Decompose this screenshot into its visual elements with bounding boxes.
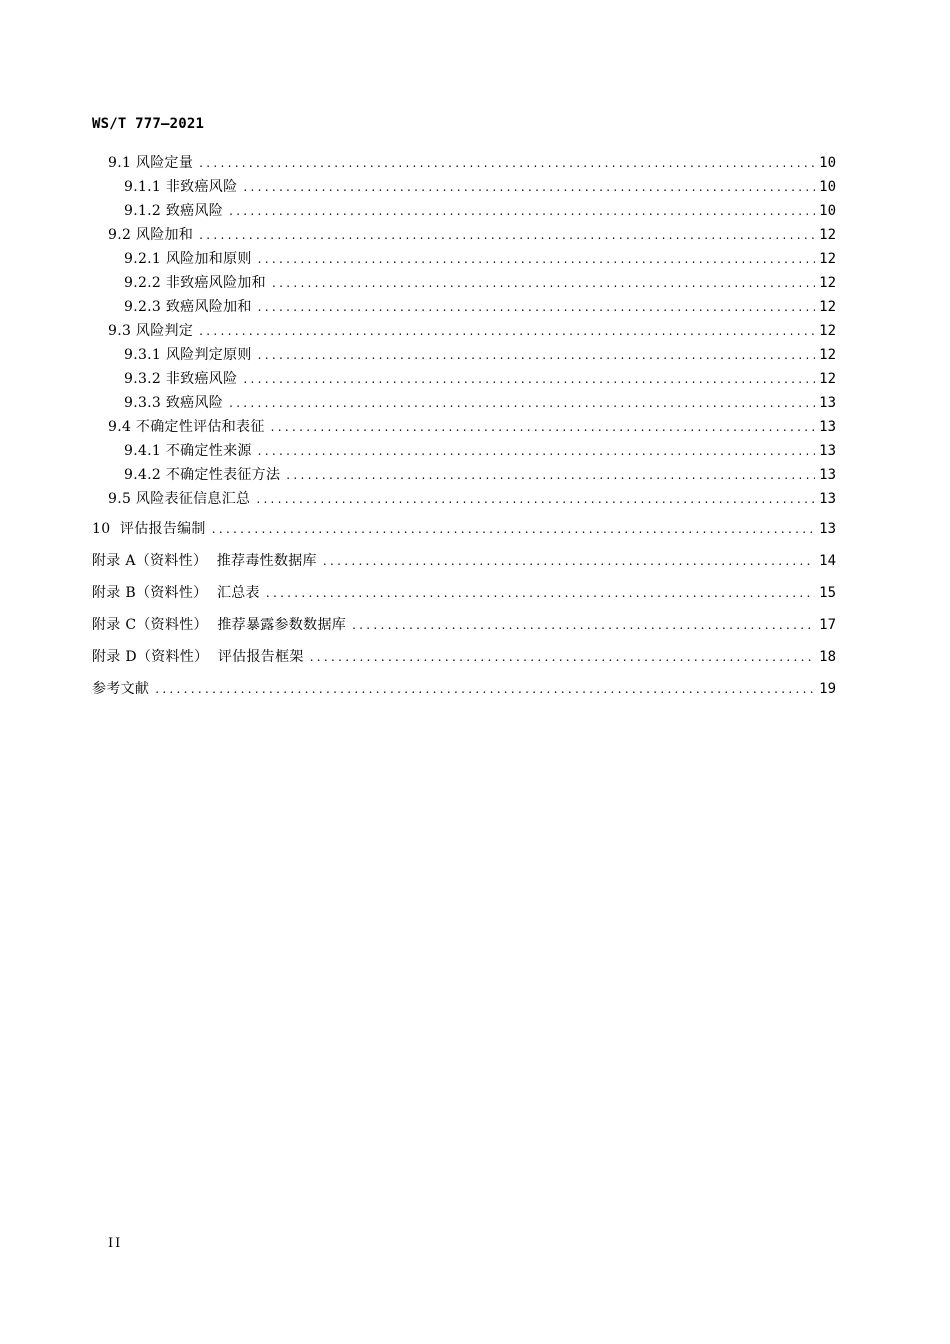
toc-entry[interactable] [108,150,836,172]
toc-entry-label: 9.5 风险表征信息汇总 [108,491,251,507]
toc-page-number: 15 [819,585,836,601]
toc-entry[interactable] [108,222,836,244]
toc-page-number: 12 [819,371,836,387]
toc-entry[interactable] [108,486,836,508]
toc-leader-dots [272,274,815,292]
toc-page-number: 13 [819,521,836,537]
toc-page-number: 10 [819,203,836,219]
toc-entry-label: 附录 B（资料性） 汇总表 [92,585,260,601]
toc-leader-dots [266,584,815,602]
toc-page-number: 19 [819,681,836,697]
toc-leader-dots [258,298,815,316]
toc-leader-dots [199,322,815,340]
toc-page-number: 12 [819,227,836,243]
toc-leader-dots [243,370,815,388]
toc-entry-label: 9.3.2 非致癌风险 [124,371,238,387]
toc-page-number: 13 [819,467,836,483]
toc-leader-dots [229,202,815,220]
toc-page-number: 13 [819,491,836,507]
toc-entry[interactable] [108,414,836,436]
toc-entry[interactable] [124,246,836,268]
toc-entry[interactable] [124,294,836,316]
toc-entry-label: 9.1.1 非致癌风险 [124,179,238,195]
toc-entry-label: 参考文献 [92,681,150,697]
toc-leader-dots [271,418,816,436]
toc-page-number: 14 [819,553,836,569]
toc-entry-label: 9.2 风险加和 [108,227,194,243]
toc-entry-label: 9.3.1 风险判定原则 [124,347,252,363]
toc-page-number: 12 [819,323,836,339]
toc-entry-label: 9.2.3 致癌风险加和 [124,299,252,315]
toc-page-number: 18 [819,649,836,665]
toc-entry[interactable] [124,390,836,412]
toc-entry[interactable] [92,580,836,602]
toc-leader-dots [286,466,815,484]
toc-entry[interactable] [124,438,836,460]
toc-entry-label: 9.1 风险定量 [108,155,194,171]
toc-leader-dots [352,616,815,634]
toc-leader-dots [258,250,815,268]
toc-entry-label: 9.1.2 致癌风险 [124,203,224,219]
toc-leader-dots [243,178,815,196]
toc-entry[interactable] [124,270,836,292]
toc-entry[interactable] [124,198,836,220]
toc-page-number: 13 [819,395,836,411]
toc-entry-label: 9.3.3 致癌风险 [124,395,224,411]
toc-page-number: 12 [819,251,836,267]
toc-page-number: 10 [819,155,836,171]
toc-entry[interactable] [124,462,836,484]
toc-leader-dots [229,394,815,412]
toc-entry-label: 附录 C（资料性） 推荐暴露参数数据库 [92,617,347,633]
toc-leader-dots [256,490,815,508]
toc-entry-label: 10 评估报告编制 [92,521,206,537]
toc-entry-label: 9.4.1 不确定性来源 [124,443,252,459]
toc-entry[interactable] [124,366,836,388]
toc-leader-dots [323,552,815,570]
toc-leader-dots [199,226,815,244]
toc-entry[interactable] [92,676,836,698]
toc-entry[interactable] [108,318,836,340]
toc-page-number: 13 [819,443,836,459]
toc-leader-dots [212,520,815,538]
toc-leader-dots [199,154,815,172]
toc-entry-label: 附录 D（资料性） 评估报告框架 [92,649,304,665]
toc-page-number: 13 [819,419,836,435]
toc-entry[interactable] [92,644,836,666]
toc-page-number: 12 [819,347,836,363]
toc-leader-dots [258,442,815,460]
toc-leader-dots [155,680,815,698]
toc-entry[interactable] [92,612,836,634]
toc-entry-label: 9.4 不确定性评估和表征 [108,419,265,435]
toc-leader-dots [310,648,815,666]
toc-leader-dots [258,346,815,364]
toc-entry[interactable] [92,516,836,538]
toc-entry-label: 9.3 风险判定 [108,323,194,339]
toc-page-number: 12 [819,275,836,291]
toc-entry[interactable] [92,548,836,570]
toc-entry-label: 9.2.2 非致癌风险加和 [124,275,266,291]
toc-page-number: 12 [819,299,836,315]
page-number: II [108,1236,123,1251]
document-code: WS/T 777—2021 [92,116,205,132]
toc-page-number: 17 [819,617,836,633]
toc-entry-label: 9.4.2 不确定性表征方法 [124,467,281,483]
toc-entry-label: 附录 A（资料性） 推荐毒性数据库 [92,553,317,569]
toc-page-number: 10 [819,179,836,195]
toc-entry[interactable] [124,342,836,364]
toc-entry[interactable] [124,174,836,196]
toc-entry-label: 9.2.1 风险加和原则 [124,251,252,267]
